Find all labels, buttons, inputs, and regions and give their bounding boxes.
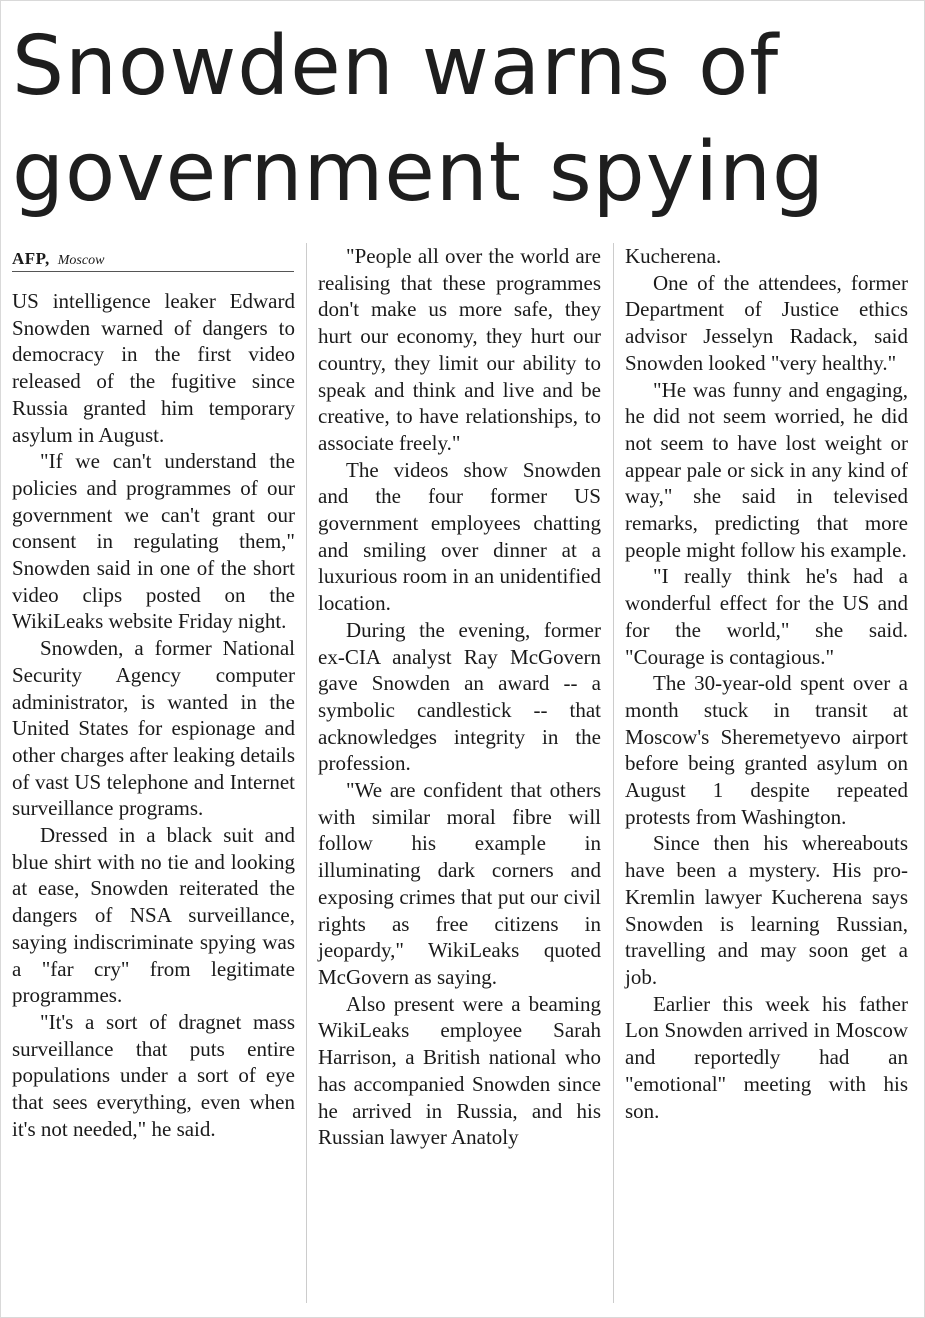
paragraph: Earlier this week his father Lon Snowden arrived in Moscow and reportedly had an "emotional" meeting with his son.	[625, 991, 908, 1123]
paragraph: Kucherena.	[625, 244, 722, 268]
paragraph: Dressed in a black suit and blue shirt with no tie and looking at ease, Snowden reiterated the dangers of NSA surveillance, saying indiscriminate spying was a "far cry" from legitimate programmes.	[12, 823, 295, 1008]
paragraph: "We are confident that others with similar moral fibre will follow his example in illuminating dark corners and exposing crimes that put our civil rights as free citizens in jeopardy," WikiLeaks quoted McGovern as saying.	[318, 778, 601, 989]
column-divider	[613, 243, 614, 1303]
article-column-3	[625, 243, 908, 1124]
article-column-1	[12, 288, 295, 1143]
article-column-2	[318, 243, 601, 1151]
column-divider	[306, 243, 307, 1303]
paragraph: "I really think he's had a wonderful effect for the US and for the world," she said. "Courage is contagious."	[625, 564, 908, 669]
byline	[12, 246, 294, 272]
paragraph: During the evening, former ex-CIA analyst Ray McGovern gave Snowden an award -- a symbolic candlestick -- that acknowledges integrity in the profession.	[318, 617, 601, 776]
byline-location: Moscow	[57, 253, 105, 268]
paragraph: "It's a sort of dragnet mass surveillance that puts entire populations under a sort of eye that sees everything, even when it's not needed," he said.	[12, 1009, 295, 1141]
paragraph: Snowden, a former National Security Agency computer administrator, is wanted in the United States for espionage and other charges after leaking details of vast US telephone and Internet surveillance programs.	[12, 636, 295, 821]
byline-agency: AFP,	[12, 249, 50, 268]
paragraph: "If we can't understand the policies and programmes of our government we can't grant our consent in regulating them," Snowden said in one of the short video clips posted on the WikiLeaks website Friday night.	[12, 449, 295, 634]
paragraph: The videos show Snowden and the four former US government employees chatting and smiling over dinner at a luxurious room in an unidentified location.	[318, 457, 601, 616]
paragraph: Also present were a beaming WikiLeaks employee Sarah Harrison, a British national who has accompanied Snowden since he arrived in Russia, and his Russian lawyer Anatoly	[318, 991, 601, 1150]
paragraph: The 30-year-old spent over a month stuck in transit at Moscow's Sheremetyevo airport before being granted asylum on August 1 despite repeated protests from Washington.	[625, 671, 908, 829]
paragraph: "People all over the world are realising that these programmes don't make us more safe, they hurt our economy, they hurt our country, they limit our ability to speak and think and live and be creative, to have relationships, to associate freely."	[318, 244, 601, 455]
paragraph: Since then his whereabouts have been a mystery. His pro-Kremlin lawyer Kucherena says Snowden is learning Russian, travelling and may soon get a job.	[625, 831, 908, 989]
paragraph: "He was funny and engaging, he did not seem worried, he did not seem to have lost weight or appear pale or sick in any kind of way," she said in televised remarks, predicting that more people might follow his example.	[625, 377, 908, 562]
paragraph: US intelligence leaker Edward Snowden warned of dangers to democracy in the first video released of the fugitive since Russia granted him temporary asylum in August.	[12, 289, 295, 447]
paragraph: One of the attendees, former Department of Justice ethics advisor Jesselyn Radack, said Snowden looked "very healthy."	[625, 270, 908, 375]
headline: Snowden warns of government spying	[12, 19, 826, 220]
